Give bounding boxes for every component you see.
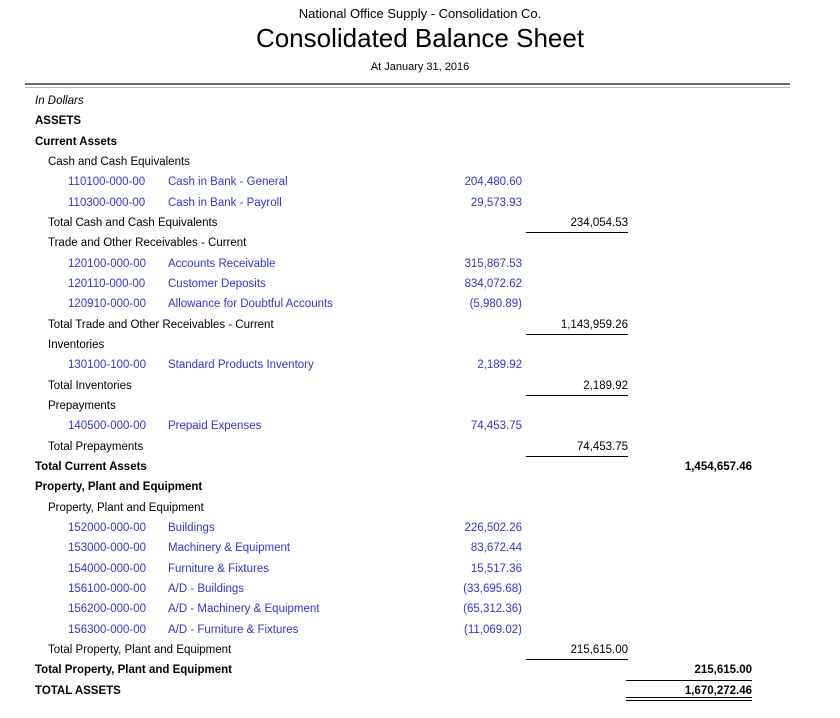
account-amount-link[interactable]: 15,517.36 — [470, 562, 522, 575]
account-code-link[interactable]: 110300-000-00 — [68, 196, 146, 209]
account-name-link[interactable]: Furniture & Fixtures — [168, 562, 269, 575]
account-amount-link[interactable]: (65,312.36) — [463, 603, 522, 616]
section-heading-label: Current Assets — [35, 135, 118, 148]
account-name-link[interactable]: Machinery & Equipment — [168, 542, 291, 555]
account-name-link[interactable]: Accounts Receivable — [168, 257, 276, 270]
subtotal-label: Total Inventories — [48, 379, 132, 392]
total-label: Total Property, Plant and Equipment — [35, 664, 233, 677]
group-heading-label: Inventories — [48, 338, 105, 351]
subtotal-value: 1,143,959.26 — [526, 315, 628, 335]
row-section-heading — [0, 111, 840, 131]
subtotal-label: Total Property, Plant and Equipment — [48, 643, 232, 656]
report-date-line: At January 31, 2016 — [370, 61, 470, 73]
company-name: National Office Supply - Consolidation Co. — [298, 6, 542, 21]
total-value: 1,454,657.46 — [684, 460, 752, 473]
account-name-link[interactable]: Prepaid Expenses — [168, 420, 262, 433]
account-amount-link[interactable]: (5,980.89) — [469, 298, 522, 311]
row-group-heading — [0, 233, 840, 253]
row-account — [0, 538, 840, 558]
account-code-link[interactable]: 152000-000-00 — [68, 521, 147, 534]
row-account — [0, 254, 840, 274]
row-account — [0, 416, 840, 436]
note-label: In Dollars — [35, 95, 84, 107]
account-code-link[interactable]: 140500-000-00 — [68, 420, 147, 433]
account-code-link[interactable]: 153000-000-00 — [68, 542, 147, 555]
report-title: Consolidated Balance Sheet — [255, 23, 585, 53]
account-amount-link[interactable]: 226,502.26 — [464, 521, 522, 534]
account-code-link[interactable]: 120910-000-00 — [68, 298, 147, 311]
row-account — [0, 559, 840, 579]
account-code-link[interactable]: 120110-000-00 — [68, 277, 146, 290]
account-name-link[interactable]: Customer Deposits — [168, 277, 266, 290]
row-grand-total — [0, 681, 840, 701]
row-total — [0, 457, 840, 477]
row-section-heading — [0, 132, 840, 152]
row-subtotal — [0, 213, 840, 233]
section-heading-label: Property, Plant and Equipment — [35, 481, 203, 494]
subtotal-value: 234,054.53 — [526, 213, 628, 233]
account-code-link[interactable]: 156100-000-00 — [68, 582, 147, 595]
row-section-heading — [0, 477, 840, 497]
account-amount-link[interactable]: 204,480.60 — [464, 176, 522, 189]
account-name-link[interactable]: Allowance for Doubtful Accounts — [168, 298, 333, 311]
account-code-link[interactable]: 110100-000-00 — [68, 176, 146, 189]
account-name-link[interactable]: Buildings — [168, 521, 215, 534]
subtotal-value: 74,453.75 — [526, 437, 628, 457]
account-name-link[interactable]: A/D - Furniture & Fixtures — [168, 623, 299, 636]
account-name-link[interactable]: Cash in Bank - General — [168, 176, 288, 189]
group-heading-label: Cash and Cash Equivalents — [48, 155, 190, 168]
row-account — [0, 518, 840, 538]
account-name-link[interactable]: A/D - Machinery & Equipment — [168, 603, 320, 616]
grand-total-label: TOTAL ASSETS — [35, 684, 121, 697]
subtotal-label: Total Cash and Cash Equivalents — [48, 216, 218, 229]
row-account — [0, 599, 840, 619]
account-code-link[interactable]: 156300-000-00 — [68, 623, 147, 636]
group-heading-label: Property, Plant and Equipment — [48, 501, 204, 514]
row-subtotal — [0, 640, 840, 660]
row-subtotal — [0, 315, 840, 335]
row-group-heading — [0, 335, 840, 355]
account-amount-link[interactable]: 2,189.92 — [477, 359, 522, 372]
account-amount-link[interactable]: 834,072.62 — [464, 277, 522, 290]
consolidated-balance-sheet — [0, 6, 840, 718]
row-subtotal — [0, 376, 840, 396]
report-body — [0, 91, 840, 701]
report-header — [0, 6, 840, 74]
row-account — [0, 193, 840, 213]
account-name-link[interactable]: Standard Products Inventory — [168, 359, 314, 372]
section-heading-label: ASSETS — [35, 115, 82, 128]
header-divider-rule — [25, 83, 790, 88]
row-total — [0, 660, 840, 680]
account-amount-link[interactable]: 74,453.75 — [470, 420, 522, 433]
row-group-heading — [0, 498, 840, 518]
account-code-link[interactable]: 156200-000-00 — [68, 603, 147, 616]
row-account — [0, 172, 840, 192]
subtotal-label: Total Trade and Other Receivables - Current — [48, 318, 274, 331]
account-amount-link[interactable]: 315,867.53 — [464, 257, 522, 270]
subtotal-value: 215,615.00 — [526, 640, 628, 660]
account-name-link[interactable]: A/D - Buildings — [168, 582, 245, 595]
subtotal-label: Total Prepayments — [48, 440, 144, 453]
row-note — [0, 91, 840, 111]
total-label: Total Current Assets — [35, 460, 147, 473]
account-code-link[interactable]: 120100-000-00 — [68, 257, 147, 270]
account-amount-link[interactable]: 83,672.44 — [470, 542, 522, 555]
account-name-link[interactable]: Cash in Bank - Payroll — [168, 196, 282, 209]
row-account — [0, 355, 840, 375]
row-account — [0, 294, 840, 314]
subtotal-value: 2,189.92 — [526, 376, 628, 396]
row-group-heading — [0, 396, 840, 416]
group-heading-label: Prepayments — [48, 399, 116, 412]
group-heading-label: Trade and Other Receivables - Current — [48, 237, 247, 250]
account-amount-link[interactable]: 29,573.93 — [470, 196, 522, 209]
row-subtotal — [0, 437, 840, 457]
account-code-link[interactable]: 154000-000-00 — [68, 562, 147, 575]
total-value: 1,670,272.46 — [626, 681, 752, 701]
row-account — [0, 579, 840, 599]
account-amount-link[interactable]: (33,695.68) — [463, 582, 522, 595]
row-group-heading — [0, 152, 840, 172]
row-account — [0, 274, 840, 294]
account-code-link[interactable]: 130100-100-00 — [68, 359, 147, 372]
row-account — [0, 620, 840, 640]
total-value: 215,615.00 — [626, 660, 752, 680]
account-amount-link[interactable]: (11,069.02) — [464, 623, 522, 636]
